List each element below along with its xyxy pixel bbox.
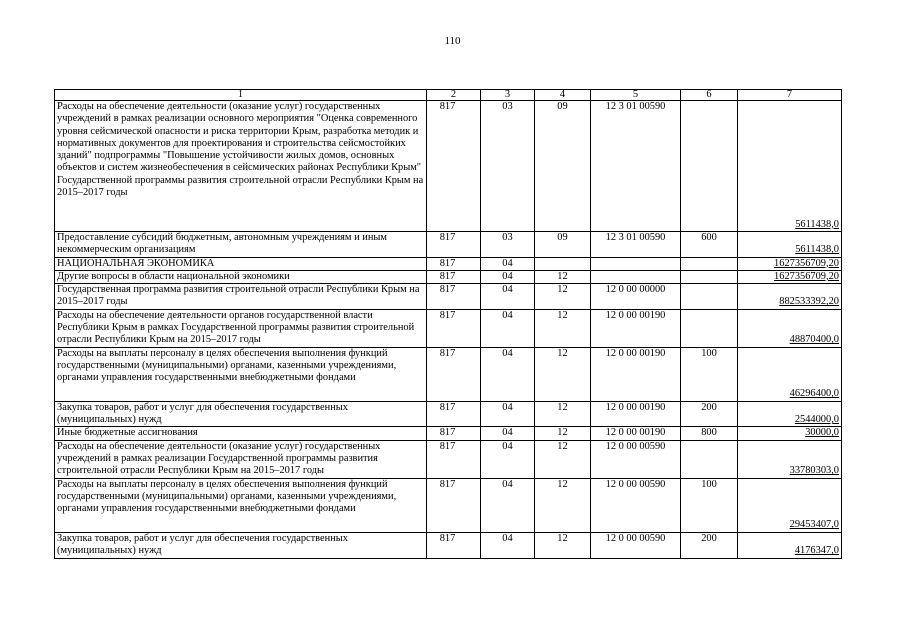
amount-value: 30000,0	[805, 427, 839, 439]
header-cell: 7	[738, 90, 842, 101]
section-code-cell: 03	[481, 101, 535, 232]
amount-cell	[738, 232, 842, 258]
section-code-cell: 04	[481, 401, 535, 427]
amount-value: 48870400,0	[789, 334, 839, 346]
amount-value: 33780303,0	[789, 465, 839, 477]
expense-type-cell: 200	[681, 401, 738, 427]
amount-cell	[738, 427, 842, 440]
subsection-code-cell: 12	[535, 347, 591, 401]
expense-name-cell: Закупка товаров, работ и услуг для обеспечения государственных (муниципальных) нужд	[55, 401, 427, 427]
amount-cell	[738, 532, 842, 558]
target-article-cell: 12 0 00 00590	[591, 478, 681, 532]
table-row	[55, 440, 842, 478]
table-row	[55, 532, 842, 558]
target-article-cell: 12 0 00 00000	[591, 284, 681, 310]
budget-table	[54, 89, 842, 559]
amount-value: 5611438,0	[795, 218, 839, 230]
section-code-cell: 04	[481, 257, 535, 270]
subsection-code-cell: 12	[535, 284, 591, 310]
subsection-code-cell: 09	[535, 101, 591, 232]
header-cell: 2	[427, 90, 481, 101]
target-article-cell: 12 0 00 00190	[591, 309, 681, 347]
section-code-cell: 04	[481, 427, 535, 440]
target-article-cell: 12 3 01 00590	[591, 101, 681, 232]
expense-name-cell: Иные бюджетные ассигнования	[55, 427, 427, 440]
amount-value: 29453407,0	[789, 519, 839, 531]
amount-cell	[738, 309, 842, 347]
section-code-cell: 04	[481, 532, 535, 558]
ministry-code-cell: 817	[427, 101, 481, 232]
amount-value: 5611438,0	[795, 244, 839, 256]
ministry-code-cell: 817	[427, 232, 481, 258]
table-row	[55, 257, 842, 270]
subsection-code-cell: 12	[535, 440, 591, 478]
ministry-code-cell: 817	[427, 270, 481, 283]
ministry-code-cell: 817	[427, 427, 481, 440]
target-article-cell: 12 0 00 00190	[591, 427, 681, 440]
expense-type-cell	[681, 257, 738, 270]
table-row	[55, 284, 842, 310]
section-code-cell: 04	[481, 440, 535, 478]
ministry-code-cell: 817	[427, 284, 481, 310]
expense-name-cell: Предоставление субсидий бюджетным, автономным учреждениям и иным некоммерческим организациям	[55, 232, 427, 258]
table-row	[55, 270, 842, 283]
section-code-cell: 04	[481, 309, 535, 347]
ministry-code-cell: 817	[427, 309, 481, 347]
table-row	[55, 101, 842, 232]
target-article-cell	[591, 257, 681, 270]
header-cell: 6	[681, 90, 738, 101]
target-article-cell: 12 3 01 00590	[591, 232, 681, 258]
table-row	[55, 232, 842, 258]
subsection-code-cell: 12	[535, 427, 591, 440]
ministry-code-cell: 817	[427, 440, 481, 478]
subsection-code-cell: 12	[535, 270, 591, 283]
amount-cell	[738, 257, 842, 270]
amount-value: 1627356709,20	[774, 270, 839, 282]
expense-type-cell	[681, 101, 738, 232]
ministry-code-cell: 817	[427, 401, 481, 427]
subsection-code-cell: 12	[535, 309, 591, 347]
amount-value: 882533392,20	[779, 296, 839, 308]
table-row	[55, 478, 842, 532]
target-article-cell: 12 0 00 00590	[591, 440, 681, 478]
ministry-code-cell: 817	[427, 532, 481, 558]
subsection-code-cell: 12	[535, 401, 591, 427]
expense-name-cell: Расходы на обеспечение деятельности (оказание услуг) государственных учреждений в рамках реализации Государственной программы развития строительной отрасли Республики Крым на 2015–2017 годы	[55, 440, 427, 478]
amount-cell	[738, 440, 842, 478]
header-row	[55, 90, 842, 101]
amount-cell	[738, 101, 842, 232]
subsection-code-cell: 12	[535, 478, 591, 532]
amount-value: 46296400,0	[789, 388, 839, 400]
expense-type-cell: 600	[681, 232, 738, 258]
target-article-cell: 12 0 00 00190	[591, 401, 681, 427]
expense-type-cell	[681, 440, 738, 478]
expense-name-cell: Расходы на выплаты персоналу в целях обеспечения выполнения функций государственными (муниципальными) органами, казенными учреждениями, органами управления государственными внебюджетными фондами	[55, 478, 427, 532]
header-cell: 5	[591, 90, 681, 101]
amount-value: 1627356709,20	[774, 257, 839, 269]
subsection-code-cell: 09	[535, 232, 591, 258]
table-row	[55, 309, 842, 347]
ministry-code-cell: 817	[427, 347, 481, 401]
section-code-cell: 04	[481, 284, 535, 310]
ministry-code-cell: 817	[427, 478, 481, 532]
expense-name-cell: Государственная программа развития строительной отрасли Республики Крым на 2015–2017 годы	[55, 284, 427, 310]
expense-name-cell: Другие вопросы в области национальной экономики	[55, 270, 427, 283]
amount-cell	[738, 401, 842, 427]
amount-value: 2544000,0	[794, 414, 839, 426]
expense-type-cell	[681, 270, 738, 283]
page-number: 110	[444, 35, 461, 47]
subsection-code-cell: 12	[535, 532, 591, 558]
expense-name-cell: НАЦИОНАЛЬНАЯ ЭКОНОМИКА	[55, 257, 427, 270]
section-code-cell: 04	[481, 270, 535, 283]
expense-type-cell: 100	[681, 478, 738, 532]
expense-name-cell: Закупка товаров, работ и услуг для обеспечения государственных (муниципальных) нужд	[55, 532, 427, 558]
amount-cell	[738, 270, 842, 283]
expense-name-cell: Расходы на обеспечение деятельности (оказание услуг) государственных учреждений в рамках реализации основного мероприятия "Оценка современного уровня сейсмической опасности и риска территории Крым, разработка методик и нормативных документов для проектирования и строительства сейсмостойких зданий" подпрограммы "Повышение устойчивости жилых домов, основных объектов и систем жизнеобеспечения в сейсмических районах Республики Крым" Государственной программы развития строительной отрасли Республики Крым на 2015–2017 годы	[55, 101, 427, 232]
section-code-cell: 04	[481, 478, 535, 532]
expense-type-cell	[681, 309, 738, 347]
header-cell: 4	[535, 90, 591, 101]
amount-cell	[738, 284, 842, 310]
expense-type-cell: 100	[681, 347, 738, 401]
target-article-cell: 12 0 00 00590	[591, 532, 681, 558]
expense-type-cell	[681, 284, 738, 310]
table-row	[55, 401, 842, 427]
header-cell: 3	[481, 90, 535, 101]
target-article-cell	[591, 270, 681, 283]
amount-value: 4176347,0	[794, 545, 839, 557]
amount-cell	[738, 347, 842, 401]
amount-cell	[738, 478, 842, 532]
section-code-cell: 04	[481, 347, 535, 401]
section-code-cell: 03	[481, 232, 535, 258]
expense-name-cell: Расходы на выплаты персоналу в целях обеспечения выполнения функций государственными (муниципальными) органами, казенными учреждениями, органами управления государственными внебюджетными фондами	[55, 347, 427, 401]
ministry-code-cell: 817	[427, 257, 481, 270]
target-article-cell: 12 0 00 00190	[591, 347, 681, 401]
expense-name-cell: Расходы на обеспечение деятельности органов государственной власти Республики Крым в рамках Государственной программы развития строительной отрасли Республики Крым на 2015–2017 годы	[55, 309, 427, 347]
header-cell: 1	[55, 90, 427, 101]
expense-type-cell: 200	[681, 532, 738, 558]
subsection-code-cell	[535, 257, 591, 270]
table-row	[55, 347, 842, 401]
expense-type-cell: 800	[681, 427, 738, 440]
table-row	[55, 427, 842, 440]
